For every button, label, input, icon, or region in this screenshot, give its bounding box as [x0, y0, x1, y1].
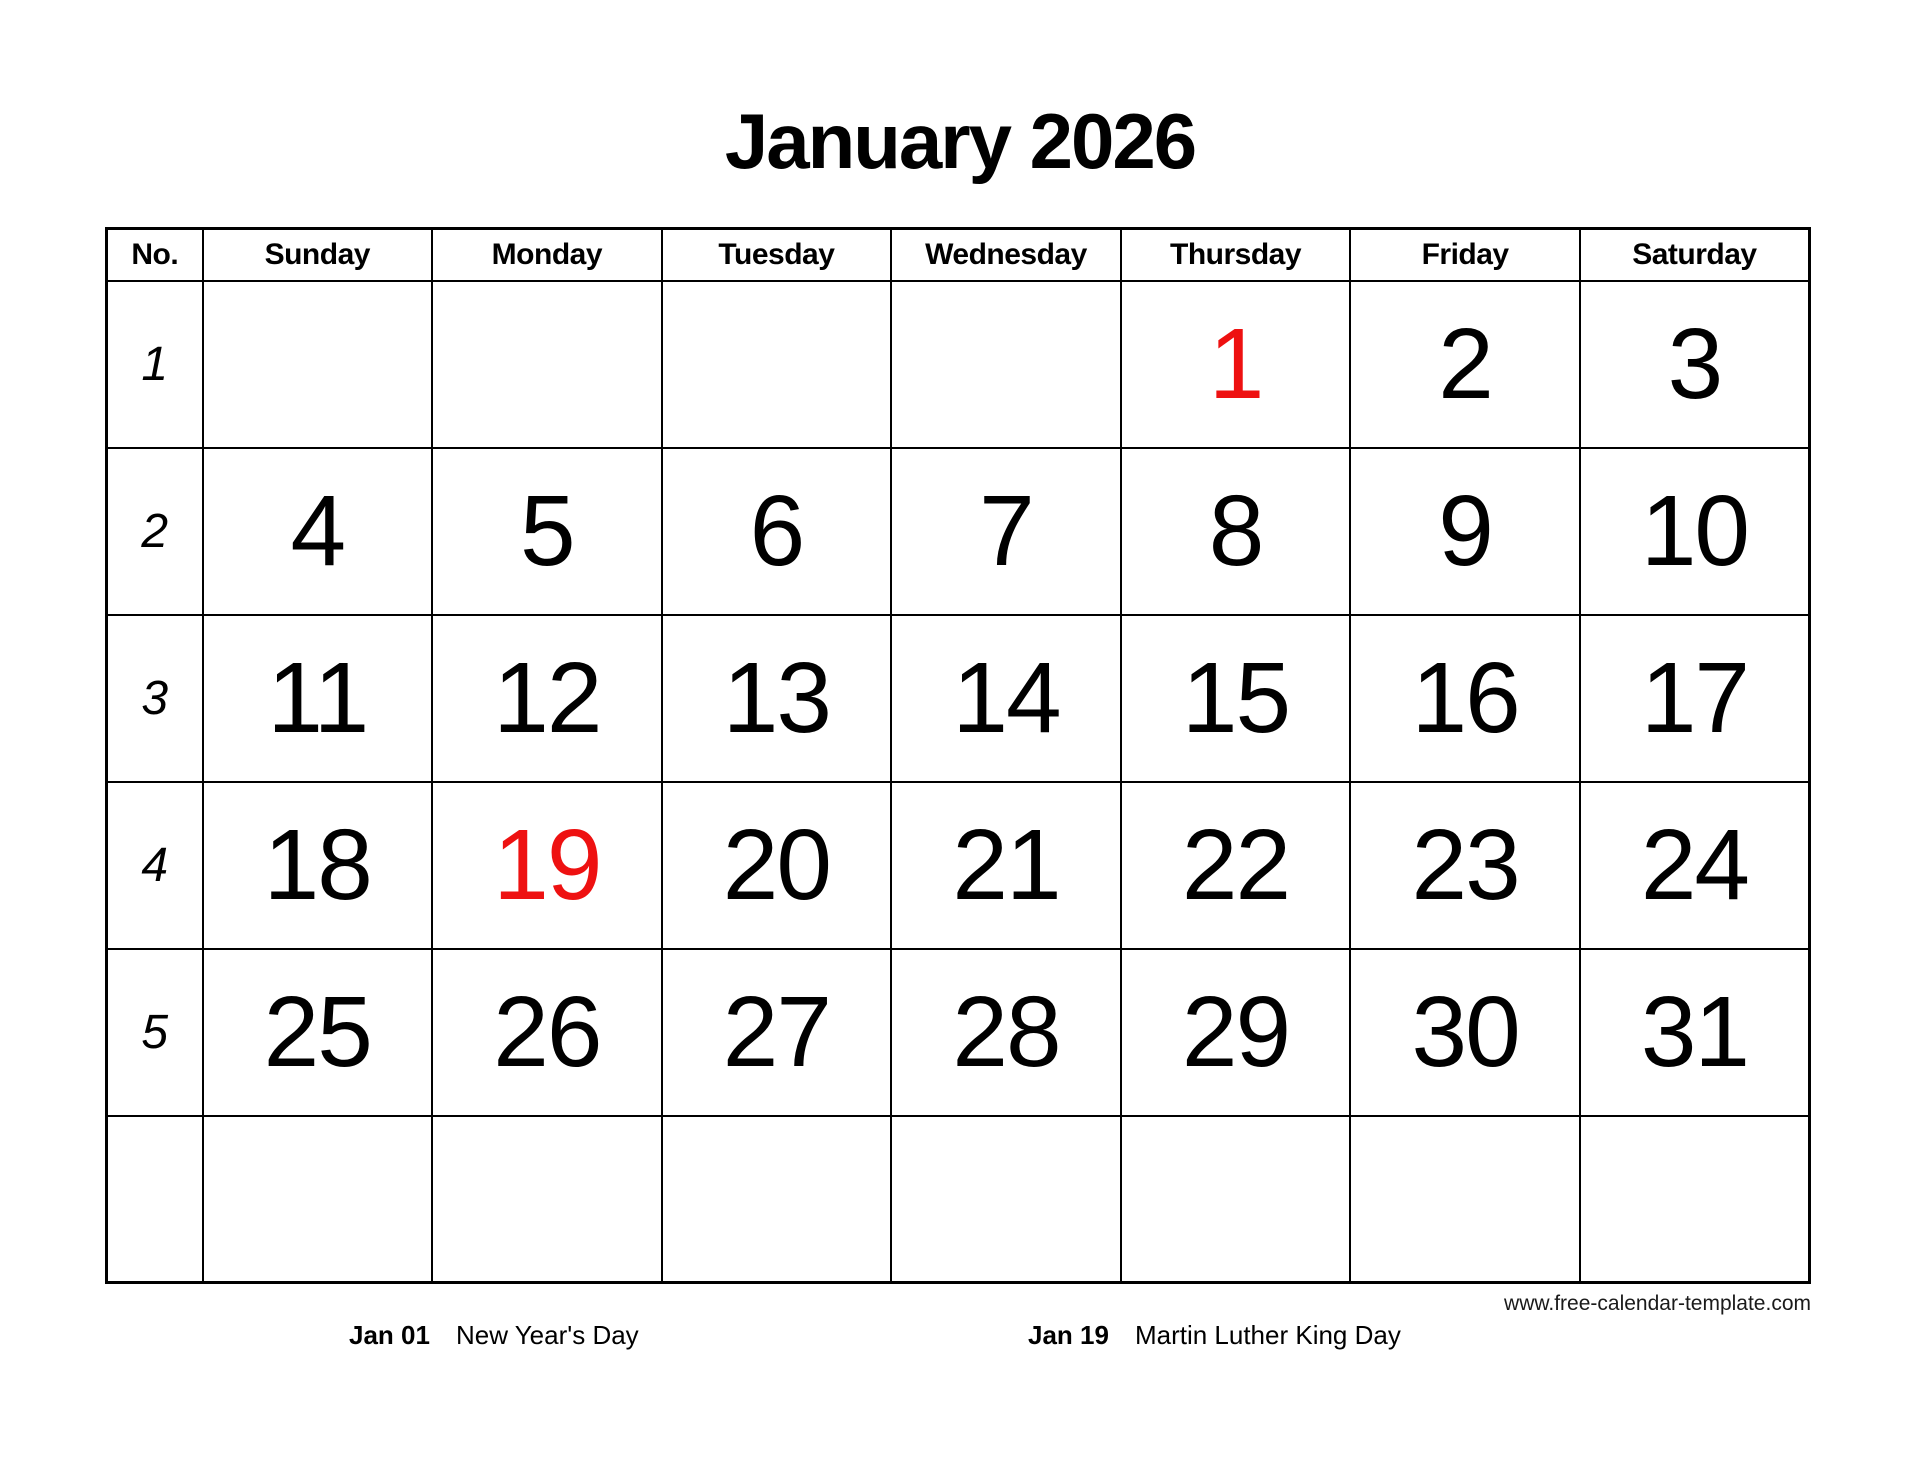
day-cell: 20: [662, 782, 892, 949]
day-cell: 2: [1350, 281, 1580, 448]
day-header-friday: Friday: [1350, 229, 1580, 281]
week-number: 3: [107, 615, 203, 782]
day-cell: [203, 281, 433, 448]
day-cell: 28: [891, 949, 1121, 1116]
day-cell: [1350, 1116, 1580, 1283]
holiday-date-label: Jan 01: [349, 1320, 430, 1350]
day-cell: 13: [662, 615, 892, 782]
day-cell: 22: [1121, 782, 1351, 949]
day-cell: [432, 1116, 662, 1283]
day-cell: [662, 281, 892, 448]
week-row: [107, 448, 1810, 615]
day-cell-holiday-mlk: 19: [432, 782, 662, 949]
day-cell: [891, 1116, 1121, 1283]
day-header-wednesday: Wednesday: [891, 229, 1121, 281]
day-cell: 11: [203, 615, 433, 782]
page-title: January 2026: [724, 97, 1196, 185]
week-row: [107, 281, 1810, 448]
day-cell: 31: [1580, 949, 1810, 1116]
week-number: 2: [107, 448, 203, 615]
day-cell: 26: [432, 949, 662, 1116]
day-cell: [1121, 1116, 1351, 1283]
calendar-table: [105, 227, 1811, 1284]
day-cell: 8: [1121, 448, 1351, 615]
website-url[interactable]: www.free-calendar-template.com: [1504, 1292, 1811, 1315]
day-cell: 21: [891, 782, 1121, 949]
day-cell: 27: [662, 949, 892, 1116]
day-cell: 3: [1580, 281, 1810, 448]
day-cell: 5: [432, 448, 662, 615]
day-cell: [203, 1116, 433, 1283]
day-header-saturday: Saturday: [1580, 229, 1810, 281]
day-cell: [891, 281, 1121, 448]
holiday-note-mlk: [1028, 1320, 1401, 1351]
week-number: [107, 1116, 203, 1283]
day-cell: 7: [891, 448, 1121, 615]
week-number: 1: [107, 281, 203, 448]
day-cell: 10: [1580, 448, 1810, 615]
week-row: [107, 949, 1810, 1116]
day-cell: 15: [1121, 615, 1351, 782]
day-cell: 25: [203, 949, 433, 1116]
day-cell: 17: [1580, 615, 1810, 782]
day-cell: 6: [662, 448, 892, 615]
week-row: [107, 782, 1810, 949]
day-cell: 14: [891, 615, 1121, 782]
holiday-name: Martin Luther King Day: [1134, 1320, 1401, 1350]
holiday-name: New Year's Day: [455, 1320, 639, 1350]
day-cell: 29: [1121, 949, 1351, 1116]
day-cell: 9: [1350, 448, 1580, 615]
holiday-note-new-years: [349, 1320, 639, 1351]
day-cell-holiday-new-years: 1: [1121, 281, 1351, 448]
corner-header-no: No.: [107, 229, 203, 281]
day-cell: [432, 281, 662, 448]
week-row: [107, 615, 1810, 782]
day-cell: 24: [1580, 782, 1810, 949]
day-cell: 4: [203, 448, 433, 615]
day-cell: [1580, 1116, 1810, 1283]
day-header-tuesday: Tuesday: [662, 229, 892, 281]
day-cell: [662, 1116, 892, 1283]
day-header-thursday: Thursday: [1121, 229, 1351, 281]
holiday-date-label: Jan 19: [1028, 1320, 1109, 1350]
header-row: [107, 229, 1810, 281]
day-cell: 16: [1350, 615, 1580, 782]
day-header-sunday: Sunday: [203, 229, 433, 281]
day-cell: 23: [1350, 782, 1580, 949]
week-number: 5: [107, 949, 203, 1116]
day-cell: 30: [1350, 949, 1580, 1116]
week-number: 4: [107, 782, 203, 949]
day-cell: 18: [203, 782, 433, 949]
week-row-empty: [107, 1116, 1810, 1283]
day-header-monday: Monday: [432, 229, 662, 281]
day-cell: 12: [432, 615, 662, 782]
